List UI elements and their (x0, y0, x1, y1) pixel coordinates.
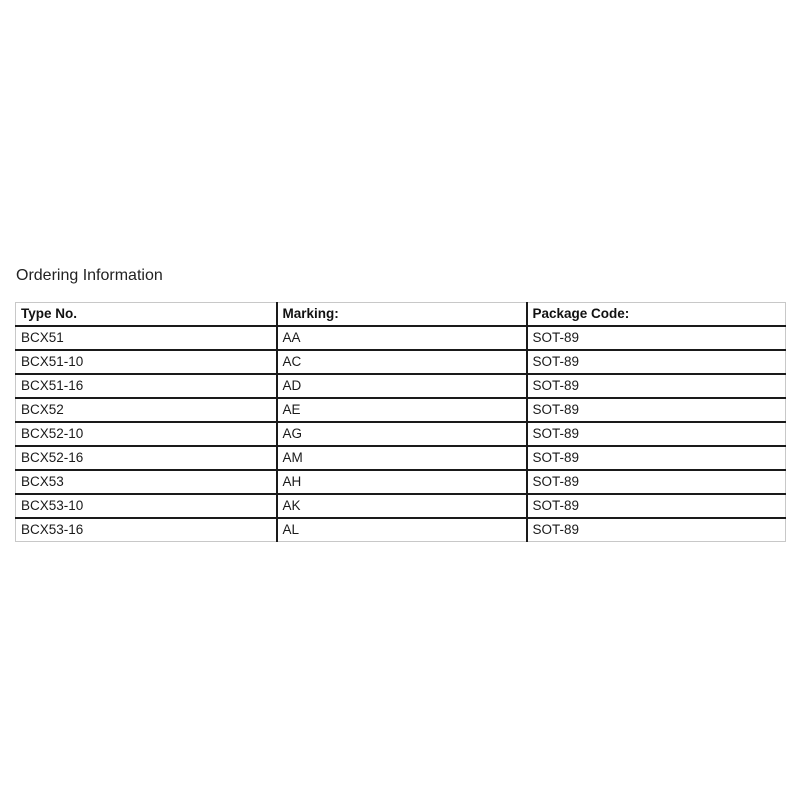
marking-cell: AM (277, 446, 527, 470)
type-no-cell: BCX53-16 (16, 518, 277, 542)
marking-cell: AL (277, 518, 527, 542)
table-row (16, 470, 786, 494)
marking-cell: AH (277, 470, 527, 494)
type-no-cell: BCX53 (16, 470, 277, 494)
table-row (16, 326, 786, 350)
package-code-cell: SOT-89 (527, 398, 786, 422)
table-header-row (16, 303, 786, 327)
marking-cell: AA (277, 326, 527, 350)
section-title: Ordering Information (16, 267, 163, 284)
header-type-no: Type No. (16, 303, 277, 327)
package-code-cell: SOT-89 (527, 518, 786, 542)
type-no-cell: BCX52-16 (16, 446, 277, 470)
marking-cell: AD (277, 374, 527, 398)
package-code-cell: SOT-89 (527, 470, 786, 494)
package-code-cell: SOT-89 (527, 422, 786, 446)
type-no-cell: BCX53-10 (16, 494, 277, 518)
marking-cell: AC (277, 350, 527, 374)
type-no-cell: BCX52-10 (16, 422, 277, 446)
type-no-cell: BCX52 (16, 398, 277, 422)
header-marking: Marking: (277, 303, 527, 327)
header-package-code: Package Code: (527, 303, 786, 327)
table-row (16, 350, 786, 374)
marking-cell: AG (277, 422, 527, 446)
package-code-cell: SOT-89 (527, 446, 786, 470)
ordering-information-table (15, 302, 786, 542)
package-code-cell: SOT-89 (527, 326, 786, 350)
package-code-cell: SOT-89 (527, 494, 786, 518)
table-row (16, 446, 786, 470)
type-no-cell: BCX51 (16, 326, 277, 350)
type-no-cell: BCX51-10 (16, 350, 277, 374)
table-row (16, 518, 786, 542)
table-row (16, 398, 786, 422)
package-code-cell: SOT-89 (527, 350, 786, 374)
marking-cell: AK (277, 494, 527, 518)
package-code-cell: SOT-89 (527, 374, 786, 398)
table-row (16, 422, 786, 446)
table-row (16, 494, 786, 518)
marking-cell: AE (277, 398, 527, 422)
type-no-cell: BCX51-16 (16, 374, 277, 398)
table-row (16, 374, 786, 398)
